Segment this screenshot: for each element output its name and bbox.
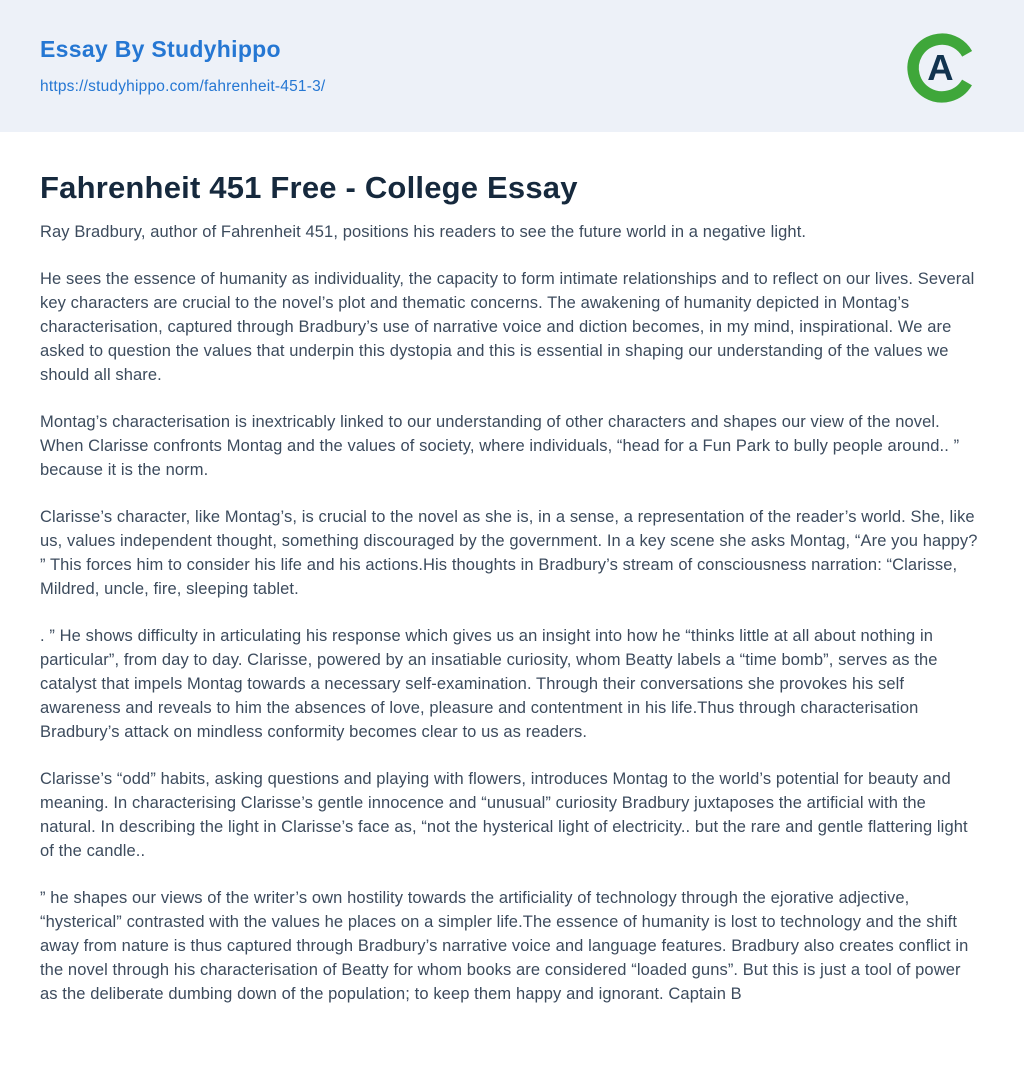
essay-paragraph: . ” He shows difficulty in articulating his response which gives us an insight into how he “thinks little at all about nothing in particular”, from day to day. Clarisse, powered by an insatiable curiosity, whom Beatty labels a “time bomb”, serves as the catalyst that impels Montag towards a necessary self-examination. Through their conversations she provokes his self awareness and reveals to him the absences of love, pleasure and contentment in his life.Thus through characterisation Bradbury’s attack on mindless conformity becomes clear to us as readers.	[40, 627, 938, 741]
essay-paragraph: Clarisse’s character, like Montag’s, is crucial to the novel as she is, in a sense, a representation of the reader’s world. She, like us, values independent thought, something discouraged by the government. In a key scene she asks Montag, “Are you happy? ” This forces him to consider his life and his actions.His thoughts in Bradbury’s stream of consciousness narration: “Clarisse, Mildred, uncle, fire, sleeping tablet.	[40, 508, 978, 598]
essay-article	[0, 132, 1024, 1069]
essay-paragraph: ” he shapes our views of the writer’s own hostility towards the artificiality of technology through the ejorative adjective, “hysterical” contrasted with the values he places on a simpler life.The essence of humanity is lost to technology and the shift away from nature is thus captured through Bradbury’s narrative voice and language features. Bradbury also creates conflict in the novel through his characterisation of Beatty for whom books are considered “loaded guns”. But this is just a tool of power as the deliberate dumbing down of the population; to keep them happy and ignorant. Captain B	[40, 889, 969, 1003]
essay-paragraph: He sees the essence of humanity as individuality, the capacity to form intimate relationships and to reflect on our lives. Several key characters are crucial to the novel’s plot and thematic concerns. The awakening of humanity depicted in Montag’s characterisation, captured through Bradbury’s use of narrative voice and diction becomes, in my mind, inspirational. We are asked to question the values that underpin this dystopia and this is essential in shaping our understanding of the values we should all share.	[40, 270, 975, 384]
essay-paragraph: Ray Bradbury, author of Fahrenheit 451, positions his readers to see the future world in a negative light.	[40, 223, 807, 241]
essay-body	[40, 220, 982, 1006]
site-header-text	[40, 30, 325, 96]
studyhippo-logo	[904, 30, 980, 106]
source-url-link[interactable]: https://studyhippo.com/fahrenheit-451-3/	[40, 78, 326, 95]
essay-paragraph: Montag’s characterisation is inextricably linked to our understanding of other characters and shapes our view of the novel. When Clarisse confronts Montag and the values of society, where individuals, “head for a Fun Park to bully people around.. ” because it is the norm.	[40, 413, 960, 479]
studyhippo-logo-icon	[904, 30, 980, 106]
site-title: Essay By Studyhippo	[40, 36, 281, 62]
page-title: Fahrenheit 451 Free - College Essay	[40, 170, 578, 205]
essay-paragraph: Clarisse’s “odd” habits, asking questions and playing with flowers, introduces Montag to the world’s potential for beauty and meaning. In characterising Clarisse’s gentle innocence and “unusual” curiosity Bradbury juxtaposes the artificial with the natural. In describing the light in Clarisse’s face as, “not the hysterical light of electricity.. but the rare and gentle flattering light of the candle..	[40, 770, 968, 860]
logo-letter: A	[927, 47, 954, 89]
site-header	[0, 0, 1024, 132]
